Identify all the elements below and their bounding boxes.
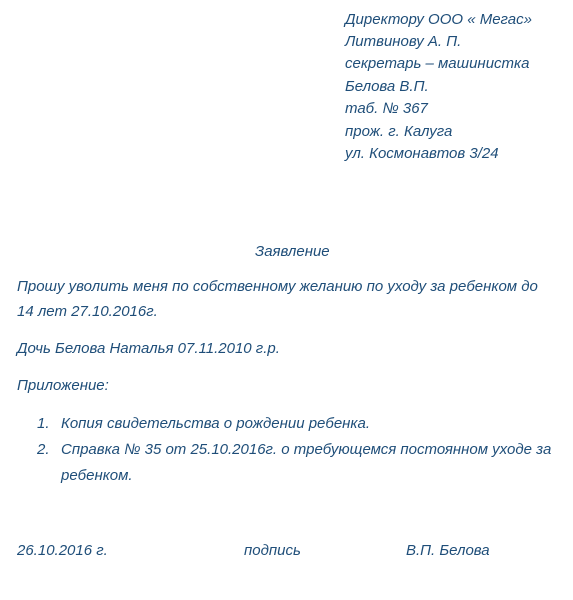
header-line-city: прож. г. Калуга [345, 123, 453, 140]
list-item-number: 1. [37, 415, 50, 432]
document-title: Заявление [255, 243, 330, 260]
header-line-name: Литвинову А. П. [345, 33, 462, 50]
header-line-street: ул. Космонавтов 3/24 [345, 145, 499, 162]
attachments-label: Приложение: [17, 377, 109, 394]
signer-name: В.П. Белова [406, 542, 490, 559]
header-line-position: секретарь – машинистка [345, 55, 530, 72]
header-line-tab-number: таб. № 367 [345, 100, 428, 117]
list-item-text: Справка № 35 от 25.10.2016г. о требующемся постоянном уходе за [61, 441, 552, 458]
list-item-text: Копия свидетельства о рождении ребенка. [61, 415, 371, 432]
request-line-1: Прошу уволить меня по собственному желанию по уходу за ребенком до [17, 278, 538, 295]
daughter-line: Дочь Белова Наталья 07.11.2010 г.р. [17, 340, 280, 357]
header-line-applicant: Белова В.П. [345, 78, 429, 95]
list-item-text-continued: ребенком. [61, 467, 133, 484]
header-line-director: Директору ООО « Мегас» [345, 11, 532, 28]
list-item-number: 2. [37, 441, 50, 458]
signature-label: подпись [244, 542, 301, 559]
signature-date: 26.10.2016 г. [17, 542, 108, 559]
request-line-2: 14 лет 27.10.2016г. [17, 303, 158, 320]
